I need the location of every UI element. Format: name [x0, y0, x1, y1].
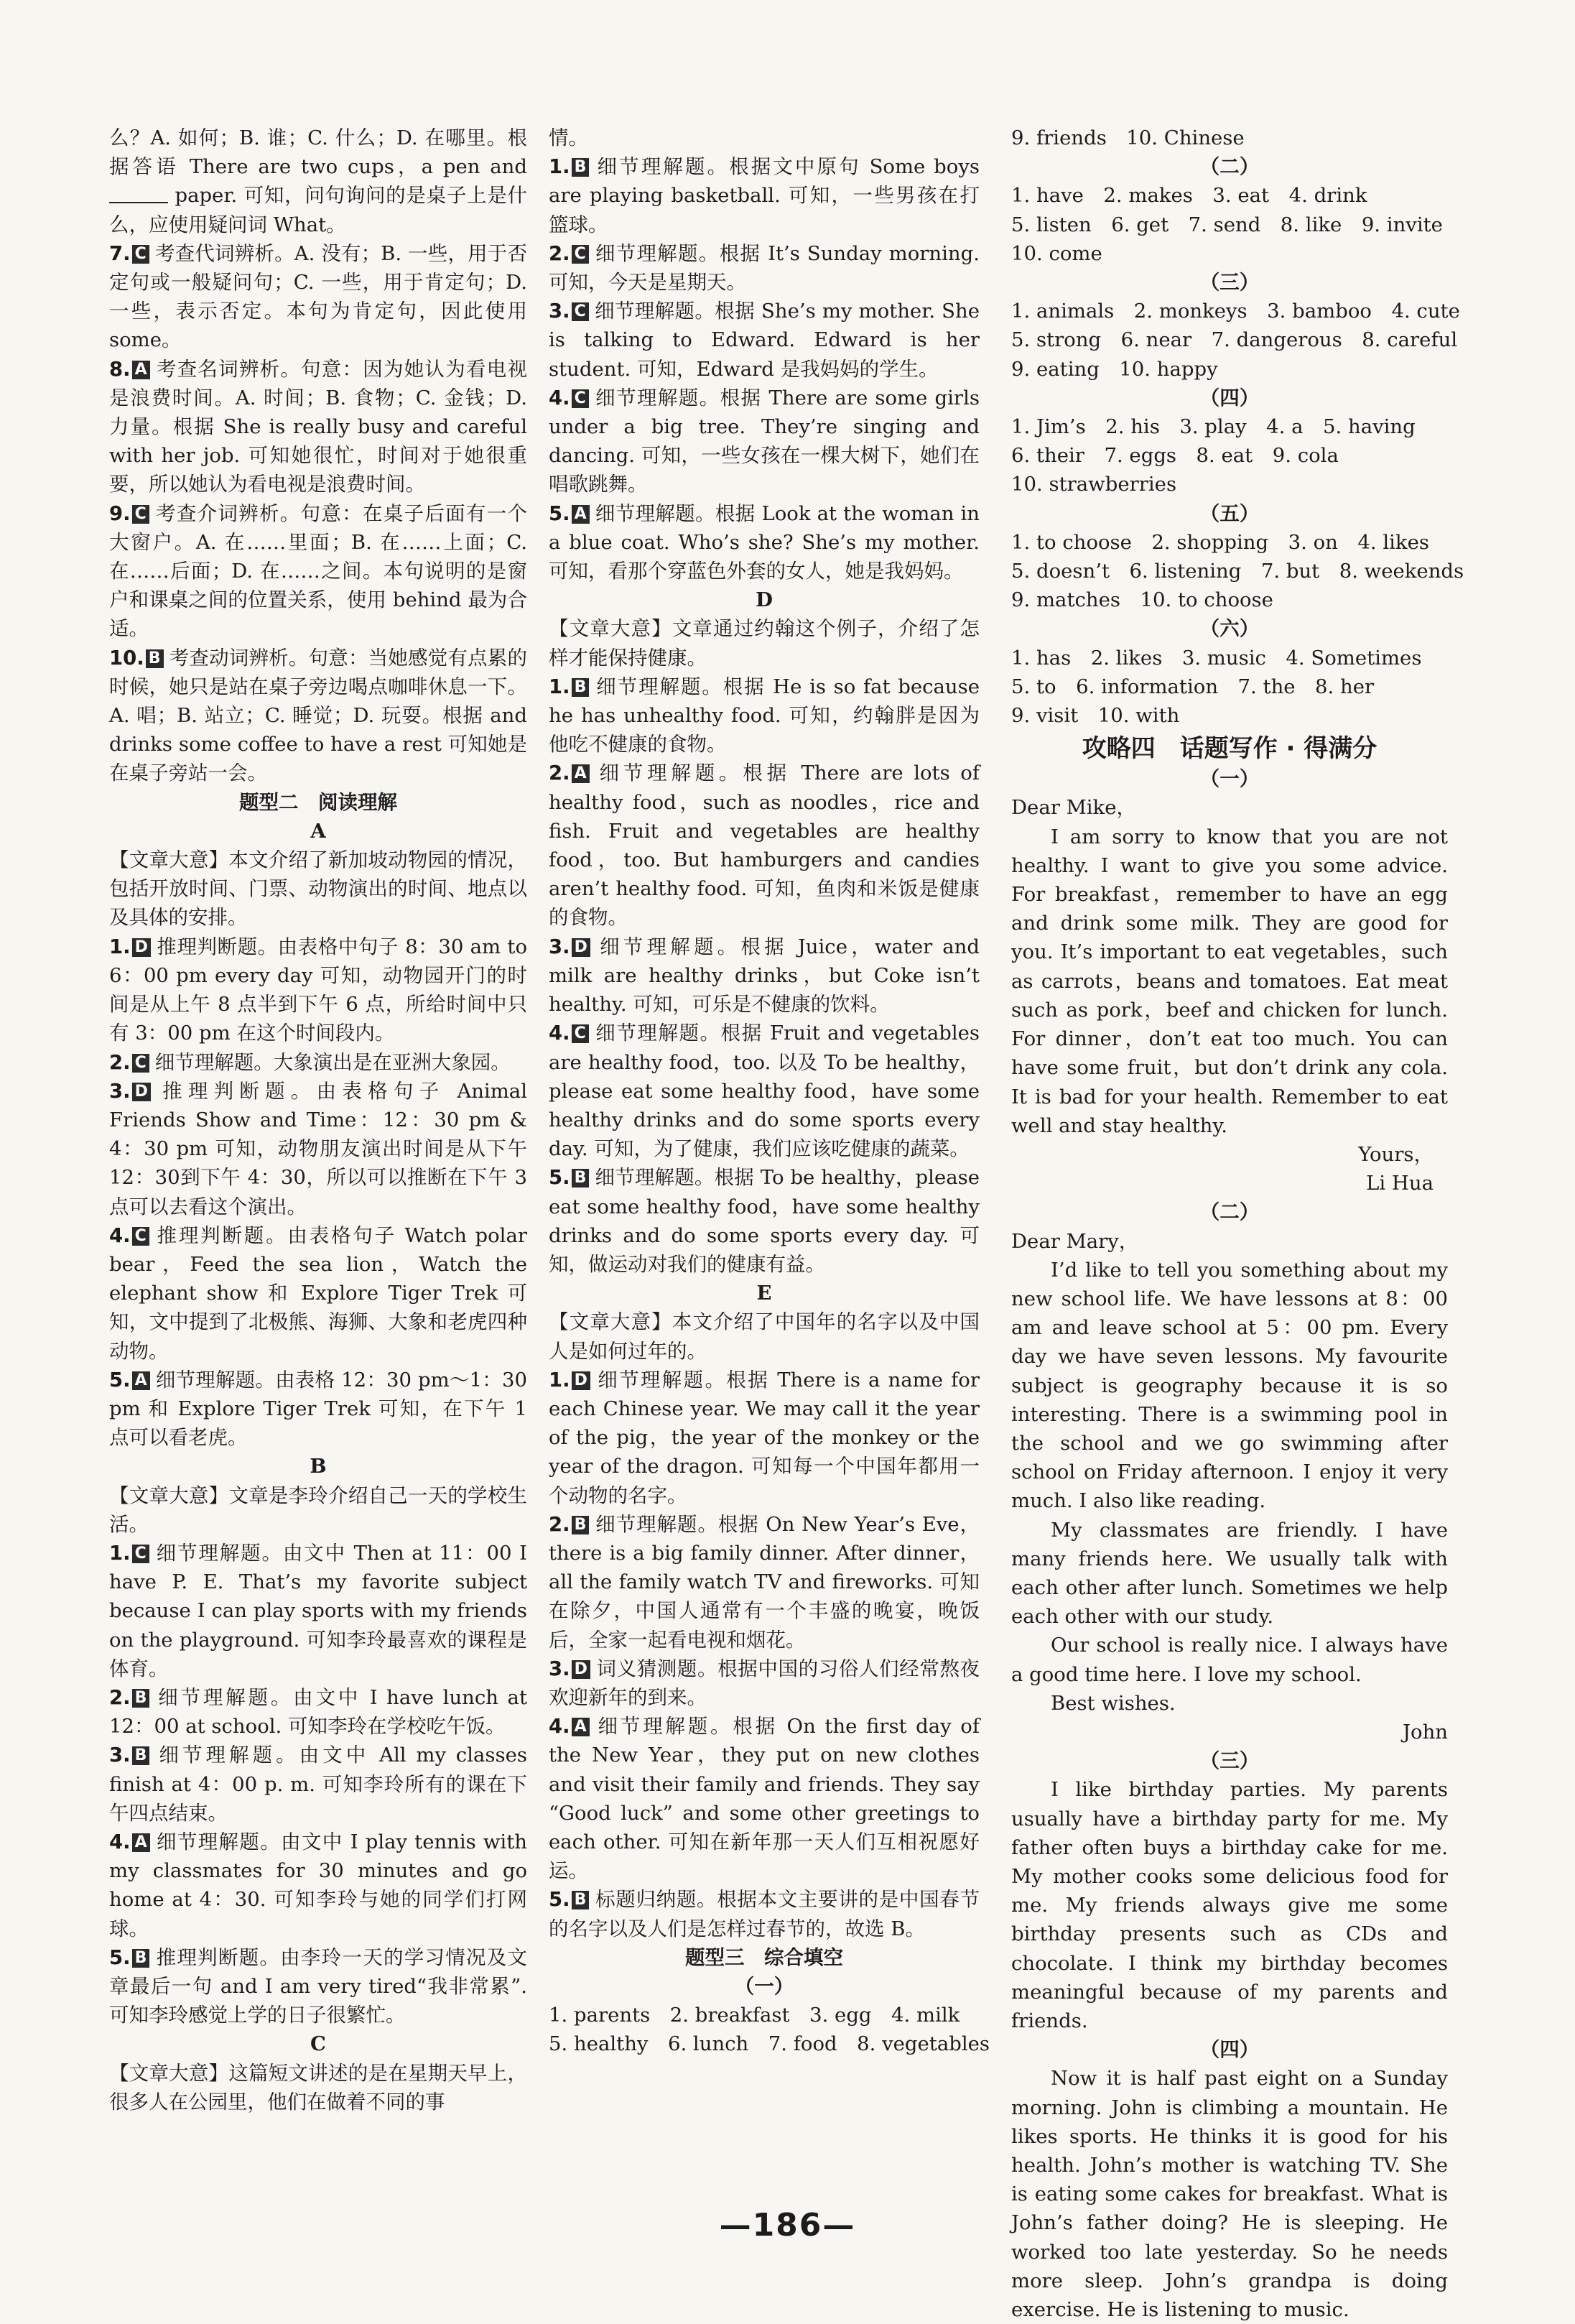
question-number: 5. — [549, 1888, 570, 1912]
answer-list — [109, 932, 527, 1453]
explanation-text: 推理判断题。由表格句子 Animal Friends Show and Time：12：30 pm & 4：30 pm 可知，动物朋友演出时间是从下午12：30到下午 4：30，所以可以推断在下午 3 点可以去看这个演出。 — [109, 1079, 527, 1218]
answer-badge: B — [146, 649, 164, 668]
answer-badge: B — [572, 678, 590, 697]
passage-letter: C — [310, 2032, 326, 2056]
answer-item — [109, 1048, 527, 1077]
passage-summary: 【文章大意】这篇短文讲述的是在星期天早上，很多人在公园里，他们在做着不同的事 — [109, 2061, 527, 2114]
passage-summary: 【文章大意】本文介绍了中国年的名字以及中国人是如何过年的。 — [549, 1310, 980, 1363]
question-number: 4. — [549, 1022, 570, 1045]
question-number: 5. — [109, 1945, 131, 1969]
answer-badge: C — [132, 1054, 149, 1073]
answer-badge: D — [132, 938, 151, 957]
passage-summary: 【文章大意】文章通过约翰这个例子，介绍了怎样才能保持健康。 — [549, 617, 980, 670]
answer-item — [109, 1539, 527, 1683]
answer-list — [109, 239, 527, 788]
answer-badge: A — [132, 1833, 150, 1852]
answer-badge: B — [572, 158, 590, 177]
explanation-text: 细节理解题。由文中 I play tennis with my classmates for 30 minutes and go home at 4：30. 可知李玲与她的同学们打网球。 — [109, 1830, 527, 1940]
question-number: 5. — [109, 1368, 131, 1392]
answer-badge: C — [572, 1024, 589, 1043]
fill-answers-line: 5. healthy 6. lunch 7. food 8. vegetables — [549, 2032, 990, 2056]
explanation-text: 细节理解题。大象演出是在亚洲大象园。 — [154, 1050, 511, 1074]
answer-badge: B — [572, 1169, 590, 1188]
column-middle — [549, 124, 990, 2059]
explanation-text: 标题归纳题。根据本文主要讲的是中国春节的名字以及人们是怎样过春节的，故选 B。 — [549, 1888, 980, 1940]
subsection-heading: （五） — [1199, 501, 1260, 525]
answer-badge: C — [132, 1545, 149, 1563]
section-heading: 题型三 综合填空 — [685, 1945, 843, 1969]
continued-text: 么？A. 如何；B. 谁；C. 什么；D. 在哪里。根据答语 There are two cups，a pen and paper. 可知，问句询问的是桌子上是什么，应使用疑问词 What。 — [109, 126, 527, 236]
subsection-heading: （一） — [734, 1975, 794, 1998]
fill-answers-line: 5. listen 6. get 7. send 8. like 9. invite — [1011, 213, 1443, 236]
answer-item — [549, 1366, 980, 1510]
fill-answers-line: 9. friends 10. Chinese — [1011, 126, 1245, 149]
fill-answers-line: 5. strong 6. near 7. dangerous 8. careful — [1011, 328, 1458, 352]
explanation-text: 细节理解题。根据 It’s Sunday morning. 可知，今天是星期天。 — [549, 241, 980, 295]
question-number: 2. — [549, 241, 570, 265]
fill-answers-line: 1. has 2. likes 3. music 4. Sometimes — [1011, 646, 1422, 670]
fill-answers-line: 9. visit 10. with — [1011, 704, 1180, 728]
answer-badge: A — [572, 1718, 590, 1736]
question-number: 1. — [109, 1541, 131, 1565]
topic-heading: 攻略四 话题写作 · 得满分 — [1082, 734, 1377, 764]
answer-item — [109, 355, 527, 499]
subsection-heading: （二） — [1199, 1200, 1260, 1224]
explanation-text: 细节理解题。由文中 I have lunch at 12：00 at school. 可知李玲在学校吃午饭。 — [109, 1685, 527, 1739]
question-number: 3. — [549, 300, 570, 323]
answer-badge: B — [132, 1689, 150, 1708]
answer-item — [109, 1943, 527, 2030]
explanation-text: 细节理解题。由文中 All my classes finish at 4：00 p. m. 可知李玲所有的课在下午四点结束。 — [109, 1744, 527, 1825]
passage-summary: 【文章大意】文章是李玲介绍自己一天的学校生活。 — [109, 1483, 527, 1536]
answer-item — [109, 1221, 527, 1366]
answer-item — [549, 1019, 980, 1163]
answer-item — [549, 152, 980, 239]
subsection-heading: （三） — [1199, 1749, 1260, 1773]
question-number: 1. — [549, 675, 570, 698]
answer-item — [549, 1885, 980, 1943]
subsection-heading: （一） — [1199, 767, 1260, 791]
explanation-text: 细节理解题。根据 Look at the woman in a blue coat. Who’s she? She’s my mother. 可知，看那个穿蓝色外套的女人，她是我妈妈。 — [549, 501, 980, 583]
letter-signature: Li Hua — [1366, 1172, 1434, 1195]
letter-body: I am sorry to know that you are not healthy. I want to give you some advice. For breakfast，remember to have an egg and drink some milk. They are good for you. It’s important to eat vegetables，such as carrots，beans and tomatoes. Eat meat such as pork，beef and chicken for lunch. For dinner，don’t eat too much. You can have some fruit，but don’t drink any cola. It is bad for your health. Remember to eat well and stay healthy. — [1011, 825, 1448, 1137]
question-number: 8. — [109, 357, 131, 381]
answer-badge: D — [572, 938, 590, 957]
subsection-heading: （二） — [1199, 155, 1260, 179]
explanation-text: 细节理解题。根据 To be healthy，please eat some healthy food，have some healthy drinks and do some sports every day. 可知，做运动对我们的健康有益。 — [549, 1166, 980, 1276]
question-number: 5. — [549, 1166, 570, 1190]
question-number: 3. — [109, 1079, 131, 1103]
page-number: —186— — [719, 2207, 856, 2244]
answer-item — [549, 672, 980, 759]
explanation-text: 细节理解题。根据 On New Year’s Eve，there is a big family dinner. After dinner，all the family watch TV and fireworks. 可知在除夕，中国人通常有一个丰盛的晚宴，晚饭后，全家一起看电视和烟花。 — [549, 1512, 980, 1652]
fill-answers-line: 1. to choose 2. shopping 3. on 4. likes — [1011, 530, 1429, 554]
answer-item — [109, 1828, 527, 1943]
answer-item — [549, 384, 980, 499]
answer-item — [109, 499, 527, 644]
explanation-text: 推理判断题。由表格句子 Watch polar bear，Feed the sea lion，Watch the elephant show 和 Explore Tiger Trek 可知，文中提到了北极熊、海狮、大象和老虎四种动物。 — [109, 1223, 527, 1363]
fill-answers-line: 1. have 2. makes 3. eat 4. drink — [1011, 184, 1367, 208]
answer-badge: A — [132, 361, 150, 379]
answer-list — [549, 1366, 980, 1943]
answer-item — [109, 1741, 527, 1828]
letter-body: My classmates are friendly. I have many friends here. We usually talk with each other after lunch. Sometimes we help each other with our study. — [1011, 1518, 1448, 1629]
column-right — [1011, 124, 1464, 2324]
explanation-text: 细节理解题。根据 There are some girls under a big tree. They’re singing and dancing. 可知，一些女孩在一棵大树下，她们在唱歌跳舞。 — [549, 386, 980, 496]
answer-item — [549, 1510, 980, 1654]
question-number: 5. — [549, 501, 570, 525]
fill-answers-line: 1. parents 2. breakfast 3. egg 4. milk — [549, 2004, 960, 2027]
answer-badge: B — [132, 1746, 150, 1765]
question-number: 1. — [109, 935, 131, 958]
passage-letter: E — [756, 1282, 772, 1305]
answer-badge: C — [572, 302, 589, 321]
question-number: 2. — [549, 1512, 570, 1536]
answer-item — [109, 1683, 527, 1741]
section-heading: 题型二 阅读理解 — [239, 790, 397, 814]
question-number: 3. — [549, 1657, 570, 1680]
answer-item — [549, 759, 980, 932]
answer-item — [549, 932, 980, 1019]
explanation-text: 考查代词辨析。A. 没有；B. 一些，用于否定句或一般疑问句；C. 一些，用于肯定句；D. 一些，表示否定。本句为肯定句，因此使用 some。 — [109, 241, 527, 352]
explanation-text: 细节理解题。根据文中原句 Some boys are playing basketball. 可知，一些男孩在打篮球。 — [549, 155, 980, 236]
answer-badge: A — [132, 1371, 150, 1390]
question-number: 4. — [549, 1715, 570, 1739]
explanation-text: 细节理解题。根据 There are lots of healthy food，such as noodles，rice and fish. Fruit and vegetables are healthy food，too. But hamburgers and candies aren’t healthy food. 可知，鱼肉和米饭是健康的食物。 — [549, 761, 980, 930]
question-number: 10. — [109, 646, 144, 670]
subsection-heading: （三） — [1199, 271, 1260, 295]
answer-badge: D — [132, 1083, 151, 1101]
question-number: 2. — [549, 761, 570, 785]
answer-badge: C — [572, 245, 589, 264]
explanation-text: 词义猜测题。根据中国的习俗人们经常熬夜欢迎新年的到来。 — [549, 1657, 980, 1709]
answer-badge: D — [572, 1371, 590, 1390]
letter-closing: Best wishes. — [1051, 1691, 1176, 1715]
explanation-text: 细节理解题。根据 Fruit and vegetables are healthy food，too. 以及 To be healthy，please eat some healthy food，have some healthy drinks and do some sports every day. 可知，为了健康，我们应该吃健康的蔬菜。 — [549, 1022, 980, 1161]
explanation-text: 考查动词辨析。句意：当她感觉有点累的时候，她只是站在桌子旁边喝点咖啡休息一下。A. 唱；B. 站立；C. 睡觉；D. 玩耍。根据 and drinks some coffee to have a rest 可知她是在桌子旁站一会。 — [109, 646, 527, 785]
answer-item — [549, 1712, 980, 1885]
fill-answers-line: 6. their 7. eggs 8. eat 9. cola — [1011, 444, 1339, 468]
explanation-text: 细节理解题。根据 Juice，water and milk are healthy drinks，but Coke isn’t healthy. 可知，可乐是不健康的饮料。 — [549, 935, 980, 1017]
column-left — [109, 124, 527, 2116]
essay-body: I like birthday parties. My parents usually have a birthday party for me. My father often buys a birthday cake for me. My mother cooks some delicious food for me. My friends always give me some birthday presents such as CDs and chocolate. I think my birthday becomes meaningful because of my parents and friends. — [1011, 1778, 1448, 2032]
fill-answers-line: 9. eating 10. happy — [1011, 357, 1218, 381]
answer-badge: B — [572, 1891, 590, 1909]
letter-closing: Yours， — [1358, 1142, 1434, 1166]
answer-list — [109, 1539, 527, 2029]
question-number: 4. — [549, 386, 570, 409]
question-number: 4. — [109, 1830, 131, 1853]
answer-item — [549, 1163, 980, 1279]
fill-answers-line: 10. come — [1011, 241, 1102, 265]
question-number: 2. — [109, 1050, 131, 1074]
passage-letter: D — [756, 588, 773, 612]
answer-blank — [109, 185, 168, 203]
answer-badge: B — [572, 1516, 590, 1534]
answer-list — [549, 152, 980, 585]
explanation-text: 细节理解题。由文中 Then at 11：00 I have P. E. That’s my favorite subject because I can play sports with my friends on the playground. 可知李玲最喜欢的课程是体育。 — [109, 1541, 527, 1680]
fill-answers-line: 5. to 6. information 7. the 8. her — [1011, 675, 1375, 698]
letter-signature: John — [1402, 1720, 1448, 1744]
answer-badge: B — [132, 1949, 150, 1968]
explanation-text: 细节理解题。由表格 12：30 pm～1：30 pm 和 Explore Tiger Trek 可知，在下午 1 点可以看老虎。 — [109, 1368, 527, 1450]
question-number: 3. — [549, 935, 570, 958]
answer-item — [549, 297, 980, 384]
answer-item — [109, 1366, 527, 1453]
answer-item — [549, 499, 980, 586]
passage-letter: B — [310, 1455, 327, 1478]
explanation-text: 细节理解题。根据 He is so fat because he has unhealthy food. 可知，约翰胖是因为他吃不健康的食物。 — [549, 675, 980, 756]
explanation-text: 细节理解题。根据 She’s my mother. She is talking to Edward. Edward is her student. 可知，Edward 是我妈妈的学生。 — [549, 300, 980, 381]
answer-item — [109, 239, 527, 355]
subsection-heading: （六） — [1199, 617, 1260, 641]
question-number: 9. — [109, 501, 131, 525]
question-number: 3. — [109, 1744, 131, 1767]
explanation-text: 考查介词辨析。句意：在桌子后面有一个大窗户。A. 在……里面；B. 在……上面；C. 在……后面；D. 在……之间。本句说明的是窗户和课桌之间的位置关系，使用 behind 最为合适。 — [109, 501, 527, 641]
answer-item — [549, 1654, 980, 1712]
answer-badge: A — [572, 505, 590, 524]
answer-item — [549, 239, 980, 297]
explanation-text: 推理判断题。由表格中句子 8：30 am to 6：00 pm every day 可知，动物园开门的时间是从上午 8 点半到下午 6 点，所给时间中只有 3：00 pm 在这个时间段内。 — [109, 935, 527, 1045]
question-number: 7. — [109, 241, 131, 265]
answer-badge: C — [132, 245, 149, 264]
passage-letter: A — [310, 819, 326, 843]
explanation-text: 考查名词辨析。句意：因为她认为看电视是浪费时间。A. 时间；B. 食物；C. 金钱；D. 力量。根据 She is really busy and careful with her job. 可知她很忙，时间对于她很重要，所以她认为看电视是浪费时间。 — [109, 357, 527, 496]
passage-summary: 【文章大意】本文介绍了新加坡动物园的情况，包括开放时间、门票、动物演出的时间、地点以及具体的安排。 — [109, 848, 527, 930]
explanation-text: 推理判断题。由李玲一天的学习情况及文章最后一句 and I am very tired“我非常累”. 可知李玲感觉上学的日子很繁忙。 — [109, 1945, 527, 2027]
fill-answers-line: 10. strawberries — [1011, 473, 1177, 496]
answer-item — [109, 1077, 527, 1221]
explanation-text: 细节理解题。根据 There is a name for each Chinese year. We may call it the year of the pig，the year of the monkey or the year of the dragon. 可知每一个中国年都用一个动物的名字。 — [549, 1368, 980, 1507]
answer-badge: A — [572, 764, 590, 783]
letter-body: Our school is really nice. I always have a good time here. I love my school. — [1011, 1634, 1448, 1686]
essay-body: Now it is half past eight on a Sunday morning. John is climbing a mountain. He likes sports. He thinks it is good for his health. John’s mother is watching TV. She is eating some cakes for breakfast. What is John’s father doing? He is sleeping. He worked too late yesterday. So he needs more sleep. John’s grandpa is doing exercise. He is listening to music. — [1011, 2067, 1448, 2322]
fill-answers-line: 1. animals 2. monkeys 3. bamboo 4. cute — [1011, 300, 1460, 323]
letter-body: I’d like to tell you something about my new school life. We have lessons at 8：00 am and leave school at 5：00 pm. Every day we have seven lessons. My favourite subject is geography because it is so interesting. There is a swimming pool in the school and we go swimming after school on Friday afternoon. I enjoy it very much. I also like reading. — [1011, 1258, 1448, 1513]
letter-greeting: Dear Mike， — [1011, 796, 1136, 820]
question-number: 2. — [109, 1685, 131, 1709]
subsection-heading: （四） — [1199, 386, 1260, 409]
subsection-heading: （四） — [1199, 2038, 1260, 2062]
answer-badge: C — [132, 1227, 149, 1246]
question-number: 1. — [549, 1368, 570, 1392]
answer-badge: D — [572, 1660, 590, 1679]
answer-badge: C — [132, 505, 149, 524]
letter-greeting: Dear Mary， — [1011, 1229, 1139, 1253]
answer-badge: C — [572, 389, 589, 408]
question-number: 4. — [109, 1223, 131, 1247]
fill-answers-line: 5. doesn’t 6. listening 7. but 8. weekends — [1011, 560, 1464, 583]
answer-item — [109, 644, 527, 788]
answer-list — [549, 672, 980, 1279]
fill-answers-line: 1. Jim’s 2. his 3. play 4. a 5. having — [1011, 415, 1416, 439]
question-number: 1. — [549, 155, 570, 179]
answer-item — [109, 932, 527, 1048]
fill-answers-line: 9. matches 10. to choose — [1011, 588, 1273, 612]
continued-text: 情。 — [549, 126, 588, 149]
explanation-text: 细节理解题。根据 On the first day of the New Year，they put on new clothes and visit their family and friends. They say “Good luck” and some other greetings to each other. 可知在新年那一天人们互相祝愿好运。 — [549, 1715, 980, 1883]
